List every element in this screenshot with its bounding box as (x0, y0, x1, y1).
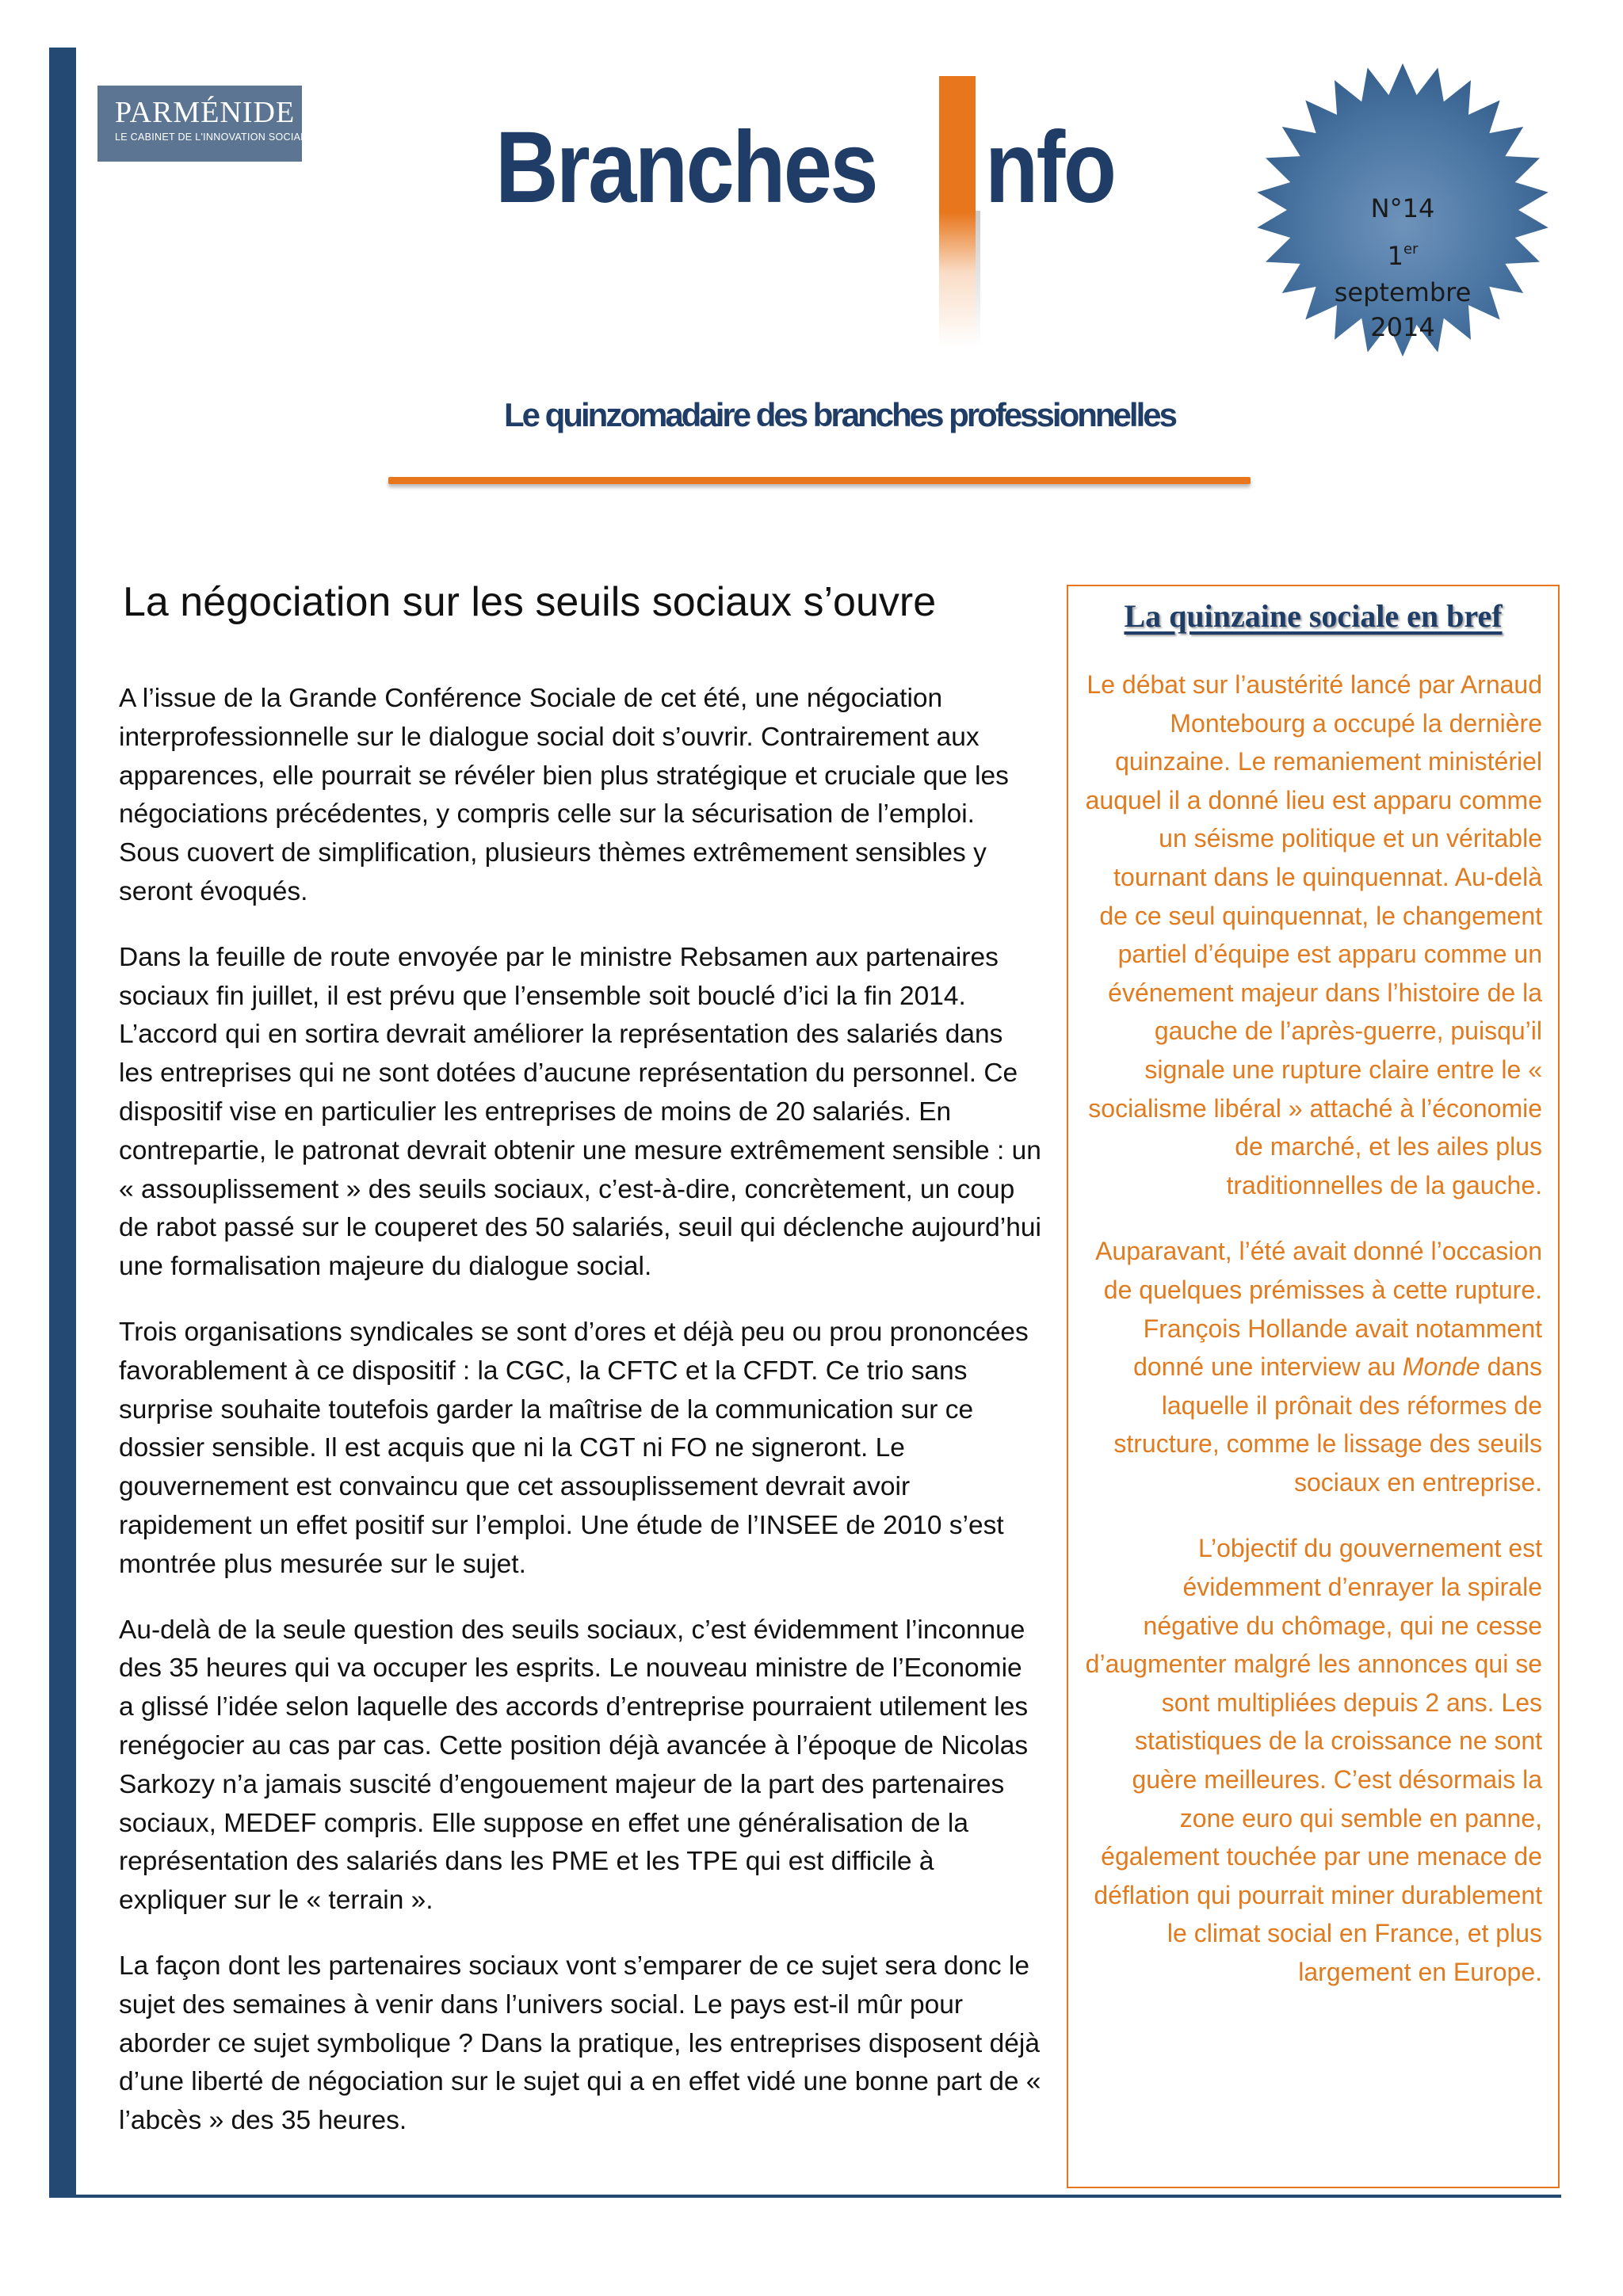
sidebar-paragraph: L’objectif du gouvernement est évidemment d’enrayer la spirale négative du chômage, qui ne cesse d’augmenter malgré les annonces qui se sont multipliées depuis 2 ans. Les statistiques de la croissance ne sont guère meilleures. C’est désormais la zone euro qui semble en panne, également touchée par une menace de déflation qui pourrait miner durablement le climat social en France, et plus largement en Europe. (1085, 1534, 1542, 1986)
issue-star-badge (1248, 55, 1557, 364)
masthead-title-branches: Branches (495, 111, 877, 224)
badge-day (1248, 241, 1557, 271)
badge-issue-number: N°14 (1370, 193, 1435, 223)
logo-subtitle: LE CABINET DE L'INNOVATION SOCIALE (115, 132, 314, 143)
tagline-rule (388, 477, 1251, 484)
sidebar-title: La quinzaine sociale en bref (1124, 598, 1503, 634)
article-paragraph: La façon dont les partenaires sociaux vont s’emparer de ce sujet sera donc le sujet des semaines à venir dans l’univers social. Le pays est-il mûr pour aborder ce sujet symbolique ? Dans la pratique, les entreprises disposent déjà d’une liberté de négociation sur le sujet qui a en effet vidé une bonne part de « l’abcès » des 35 heures. (119, 1951, 1041, 2136)
sidebar-body (1084, 666, 1542, 2019)
sidebar-paragraph: Le débat sur l’austérité lancé par Arnaud Montebourg a occupé la dernière quinzaine. Le remaniement ministériel auquel il a donné lieu est apparu comme un séisme politique et un véritable tournant dans le quinquennat. Au-delà de ce seul quinquennat, le changement partiel d’équipe est apparu comme un événement majeur dans l’histoire de la gauche de l’après-guerre, puisqu’il signale une rupture claire entre le « socialisme libéral » attaché à l’économie de marché, et les ailes plus traditionnelles de la gauche. (1085, 670, 1542, 1199)
badge-year: 2014 (1370, 312, 1435, 342)
badge-day-suffix: er (1403, 241, 1419, 257)
article-title: La négociation sur les seuils sociaux s’ouvre (123, 579, 937, 625)
article-paragraph: Trois organisations syndicales se sont d’ores et déjà peu ou prou prononcées favorablement à ce dispositif : la CGC, la CFTC et la CFDT. Ce trio sans surprise souhaite toutefois garder la maîtrise de la communication sur ce dossier sensible. Il est acquis que ni la CGT ni FO ne signeront. Le gouvernement est convaincu que cet assouplissement devrait avoir rapidement un effet positif sur l’emploi. Une étude de l’INSEE de 2010 s’est montrée plus mesurée sur le sujet. (119, 1317, 1029, 1579)
article-body (119, 680, 1042, 2168)
sidebar-paragraph (1084, 1232, 1542, 1501)
masthead-tagline: Le quinzomadaire des branches professionnelles (504, 396, 1175, 433)
badge-month: septembre (1334, 277, 1472, 307)
article-paragraph: Dans la feuille de route envoyée par le ministre Rebsamen aux partenaires sociaux fin juillet, il est prévu que l’ensemble soit bouclé d’ici la fin 2014. L’accord qui en sortira devrait améliorer la représentation des salariés dans les entreprises qui ne sont dotées d’aucune représentation du personnel. Ce dispositif vise en particulier les entreprises de moins de 20 salariés. En contrepartie, le patronat devrait obtenir une mesure extrêmement sensible : un « assouplissement » des seuils sociaux, c’est-à-dire, concrètement, un coup de rabot passé sur le couperet des 50 salariés, seuil qui déclenche aujourd’hui une formalisation majeure du dialogue social. (119, 942, 1041, 1282)
masthead-i-bar-reflection (939, 212, 976, 347)
badge-day-number: 1 (1387, 241, 1403, 271)
masthead-i-bar (939, 76, 976, 212)
masthead-title-info: nfo (985, 111, 1115, 224)
logo-name: PARMÉNIDE (115, 96, 296, 129)
article-paragraph: A l’issue de la Grande Conférence Sociale de cet été, une négociation interprofessionnelle sur le dialogue social doit s’ouvrir. Contrairement aux apparences, elle pourrait se révéler bien plus stratégique et cruciale que les négociations précédentes, y compris celle sur la sécurisation de l’emploi. Sous cuovert de simplification, plusieurs thèmes extrêmement sensibles y seront évoqués. (119, 684, 1009, 906)
bottom-rule (49, 2195, 1561, 2198)
sidebar-text: Auparavant, l’été avait donné l’occasion de quelques prémisses à cette rupture. François Hollande avait notamment donné une interview au (1095, 1237, 1542, 1382)
parmenide-logo (97, 86, 314, 162)
left-accent-bar (49, 48, 76, 2196)
sidebar-italic-newspaper: Monde (1402, 1352, 1480, 1382)
sidebar-text: dans laquelle il prônait des réformes de structure, comme le lissage des seuils sociaux en entreprise. (1113, 1352, 1542, 1497)
masthead-i-bar-shadow (976, 211, 980, 345)
article-paragraph: Au-delà de la seule question des seuils sociaux, c’est évidemment l’inconnue des 35 heures qui va occuper les esprits. Le nouveau ministre de l’Economie a glissé l’idée selon laquelle des accords d’entreprise pourraient utilement les renégocier au cas par cas. Cette position déjà avancée à l’époque de Nicolas Sarkozy n’a jamais suscité d’engouement majeur de la part des partenaires sociaux, MEDEF compris. Elle suppose en effet une généralisation de la représentation des salariés dans les PME et les TPE qui est difficile à expliquer sur le « terrain ». (119, 1615, 1029, 1916)
sidebar-brief-box (1067, 585, 1560, 2188)
